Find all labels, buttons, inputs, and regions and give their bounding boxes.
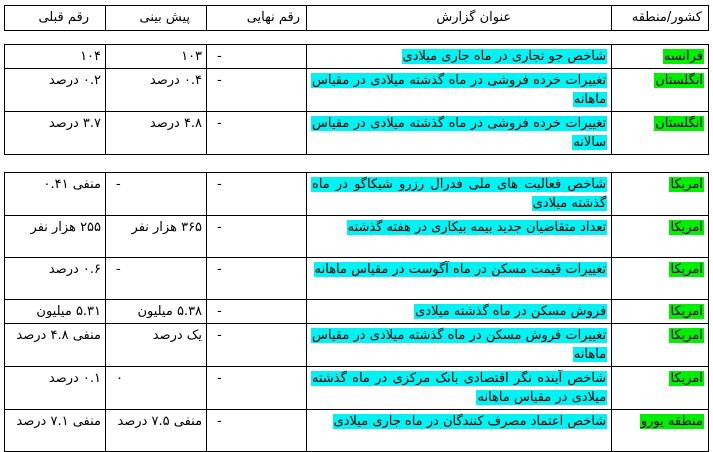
header-final: رقم نهایی — [207, 6, 307, 31]
forecast-cell: ۴.۸ درصد — [106, 112, 207, 155]
country-cell — [612, 324, 709, 367]
final-cell: - — [207, 216, 307, 258]
title-cell — [307, 45, 612, 69]
previous-cell: ۱۰۴ — [5, 45, 106, 69]
country-cell — [612, 69, 709, 112]
country-cell — [612, 300, 709, 324]
title-cell — [307, 112, 612, 155]
title-cell — [307, 69, 612, 112]
header-table — [4, 5, 709, 31]
title-label: شاخص فعالیت های ملی فدرال رزرو شیکاگو در ماه گذشته میلادی — [312, 177, 607, 211]
country-label: امریکا — [670, 177, 703, 192]
forecast-cell: - — [106, 258, 207, 300]
title-label: تغییرات قیمت مسکن در ماه آگوست در مقیاس ماهانه — [314, 262, 607, 277]
table-row — [5, 258, 709, 300]
forecast-cell: منفی ۷.۵ درصد — [106, 410, 207, 452]
title-cell — [307, 216, 612, 258]
final-cell: - — [207, 367, 307, 410]
title-cell — [307, 173, 612, 216]
table-row — [5, 300, 709, 324]
group1-table — [4, 44, 709, 155]
previous-cell: منفی ۴.۸ درصد — [5, 324, 106, 367]
forecast-cell: ۱۰۳ — [106, 45, 207, 69]
table-row — [5, 69, 709, 112]
title-cell — [307, 367, 612, 410]
final-cell: - — [207, 258, 307, 300]
final-cell: - — [207, 300, 307, 324]
final-cell: - — [207, 173, 307, 216]
table-row — [5, 173, 709, 216]
header-title: عنوان گزارش — [307, 6, 612, 31]
forecast-cell: ۵.۳۸ میلیون — [106, 300, 207, 324]
title-cell — [307, 258, 612, 300]
table-row — [5, 324, 709, 367]
previous-cell: ۰.۲ درصد — [5, 69, 106, 112]
previous-cell: منفی ۰.۴۱ — [5, 173, 106, 216]
country-label: امریکا — [670, 220, 703, 235]
final-cell: - — [207, 112, 307, 155]
title-cell — [307, 324, 612, 367]
title-label: تغییرات خرده فروشی در ماه گذشته میلادی در مقیاس سالانه — [312, 116, 607, 150]
final-cell: - — [207, 45, 307, 69]
title-cell — [307, 300, 612, 324]
title-label: شاخص جو تجاری در ماه جاری میلادی — [402, 49, 607, 64]
country-label: امریکا — [670, 371, 703, 386]
header-previous: رقم قبلی — [5, 6, 106, 31]
country-label: امریکا — [670, 304, 703, 319]
country-cell — [612, 112, 709, 155]
header-forecast: پیش بینی — [106, 6, 207, 31]
country-label: امریکا — [670, 328, 703, 343]
country-label: منطقه یورو — [640, 414, 703, 429]
final-cell: - — [207, 324, 307, 367]
group2-table — [4, 172, 709, 452]
country-cell — [612, 258, 709, 300]
forecast-cell: - — [106, 173, 207, 216]
title-label: فروش مسکن در ماه گذشته میلادی — [415, 304, 607, 319]
country-cell — [612, 45, 709, 69]
table-row — [5, 410, 709, 452]
previous-cell: ۰.۶ درصد — [5, 258, 106, 300]
forecast-cell: ۳۶۵ هزار نفر — [106, 216, 207, 258]
table-row — [5, 216, 709, 258]
previous-cell: ۳.۷ درصد — [5, 112, 106, 155]
header-country: کشور/منطقه — [612, 6, 709, 31]
final-cell: - — [207, 410, 307, 452]
header-row — [5, 6, 709, 31]
title-cell — [307, 410, 612, 452]
title-label: تغییرات فروش مسکن در ماه گذشته میلادی در مقیاس ماهانه — [312, 328, 607, 362]
forecast-cell: ۰ — [106, 367, 207, 410]
title-label: تعداد متقاضیان جدید بیمه بیکاری در هفته گذشته — [347, 220, 607, 235]
country-label: انگلستان — [655, 116, 703, 131]
title-label: شاخص آینده نگر اقتصادی بانک مرکزی در ماه گذشته میلادی در مقیاس ماهانه — [312, 371, 607, 405]
table-row — [5, 45, 709, 69]
country-cell — [612, 216, 709, 258]
table-row — [5, 112, 709, 155]
previous-cell: ۲۵۵ هزار نفر — [5, 216, 106, 258]
country-label: انگلستان — [655, 73, 703, 88]
final-cell: - — [207, 69, 307, 112]
previous-cell: ۰.۱ درصد — [5, 367, 106, 410]
title-label: تغییرات خرده فروشی در ماه گذشته میلادی در مقیاس ماهانه — [312, 73, 607, 107]
title-label: شاخص اعتماد مصرف کنندگان در ماه جاری میلادی — [333, 414, 607, 429]
forecast-cell: ۰.۴ درصد — [106, 69, 207, 112]
previous-cell: ۵.۳۱ میلیون — [5, 300, 106, 324]
country-label: فرانسه — [663, 49, 703, 64]
country-cell — [612, 367, 709, 410]
previous-cell: منفی ۷.۱ درصد — [5, 410, 106, 452]
country-cell — [612, 173, 709, 216]
table-row — [5, 367, 709, 410]
country-label: امریکا — [670, 262, 703, 277]
country-cell — [612, 410, 709, 452]
forecast-cell: یک درصد — [106, 324, 207, 367]
